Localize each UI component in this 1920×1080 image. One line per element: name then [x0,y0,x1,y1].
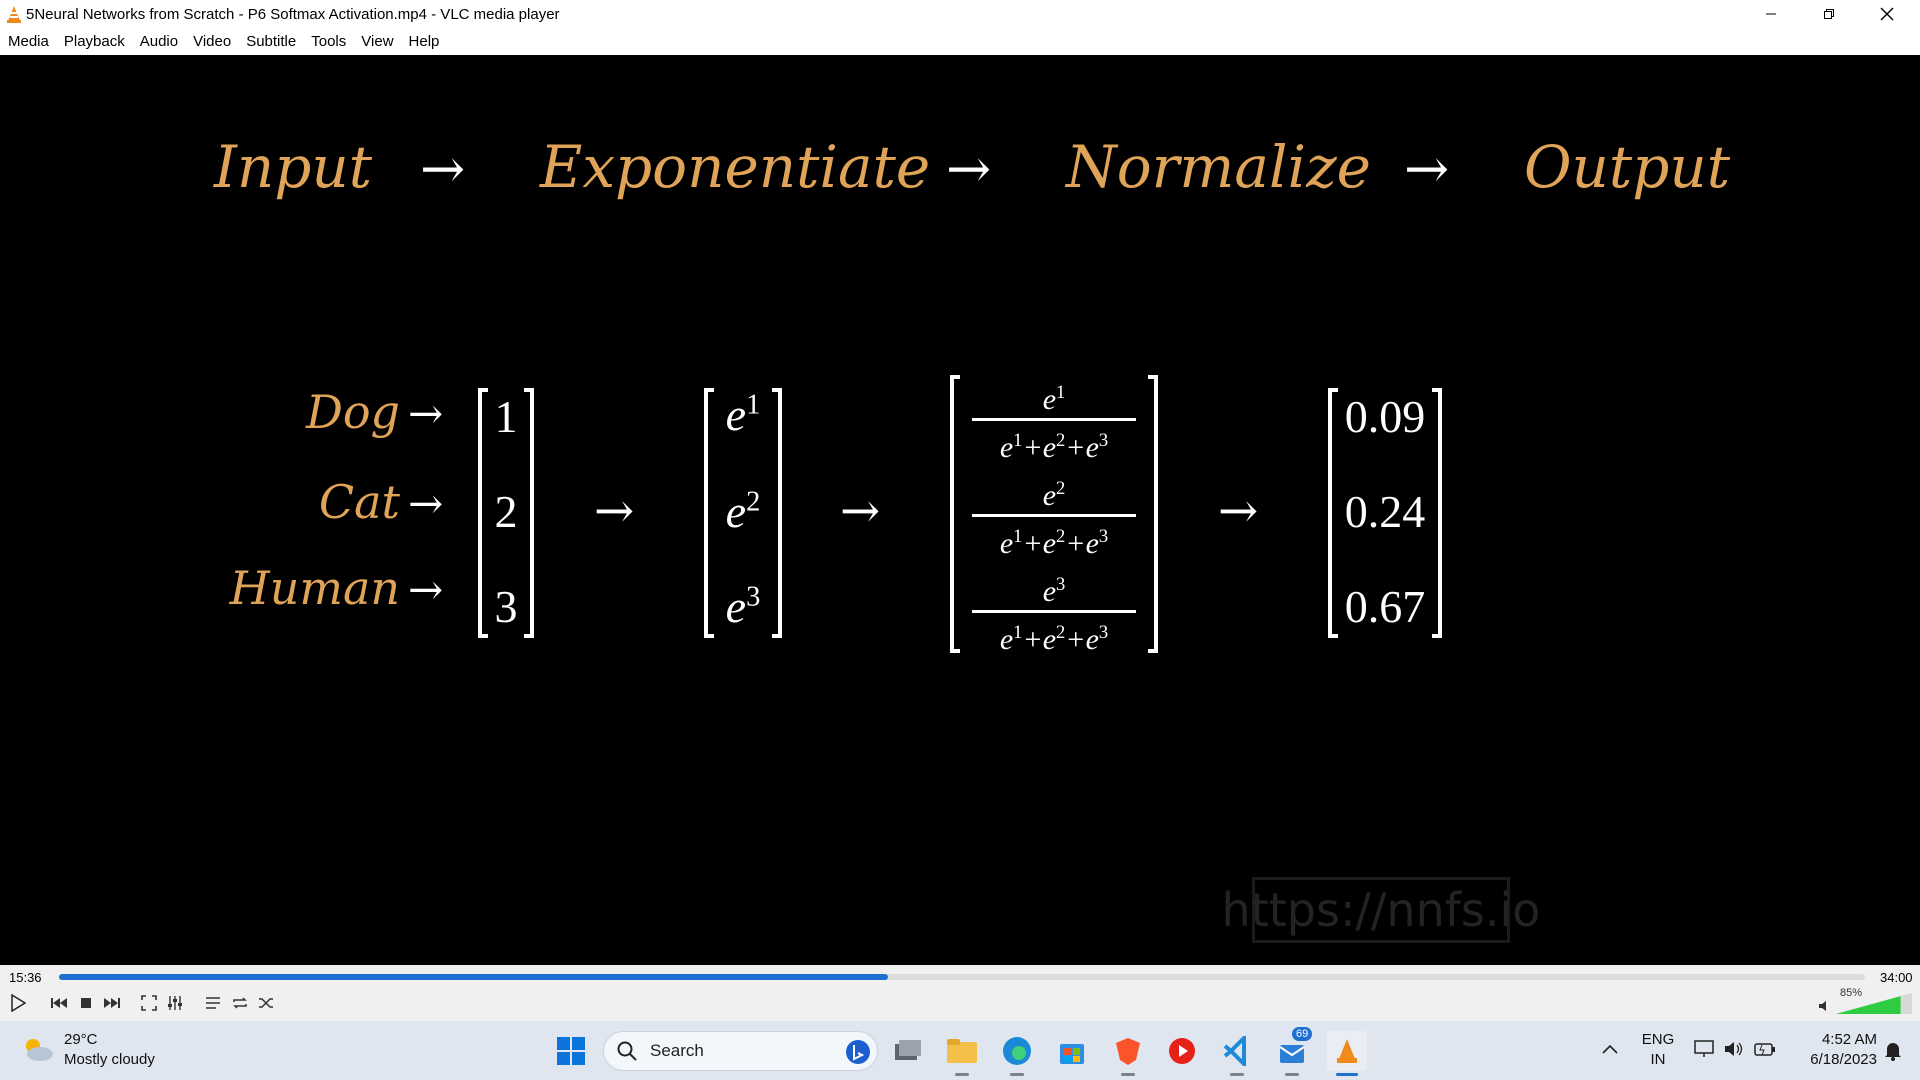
menu-bar [0,28,1920,55]
cat-arrow: → [408,479,444,528]
search-box[interactable] [603,1031,878,1071]
close-button[interactable] [1858,0,1916,28]
notification-badge: 69 [1292,1027,1312,1041]
menu-video[interactable]: Video [193,33,232,50]
label-human: Human [229,561,400,615]
label-cat: Cat [318,475,400,529]
lang-bottom[interactable]: IN [1650,1051,1666,1068]
window-title: 5Neural Networks from Scratch - P6 Softmax Activation.mp4 - VLC media player [26,5,560,23]
pipeline-exponentiate: Exponentiate [540,133,931,201]
clock-date[interactable]: 6/18/2023 [1810,1051,1877,1068]
previous-icon[interactable] [47,991,71,1015]
pipeline-input: Input [214,133,373,201]
label-dog: Dog [305,385,400,439]
weather-icon[interactable] [20,1035,56,1068]
running-indicator [1230,1073,1244,1076]
running-indicator [955,1073,969,1076]
vlc-cone-icon [0,0,28,28]
video-surface[interactable] [0,55,1920,965]
elapsed-time: 15:36 [9,970,42,985]
pipeline-output: Output [1524,133,1731,201]
input-value: 3 [494,581,518,632]
clock-time[interactable]: 4:52 AM [1821,1031,1877,1048]
matrix-arrow-3: → [1218,483,1259,539]
dog-arrow: → [408,389,444,438]
play-button[interactable] [6,991,30,1015]
network-icon[interactable] [1694,1040,1714,1063]
running-indicator [1285,1073,1299,1076]
human-arrow: → [408,565,444,614]
weather-temp[interactable]: 29°C [64,1031,98,1048]
total-time: 34:00 [1880,970,1913,985]
store-icon[interactable] [1052,1031,1092,1071]
taskbar [0,1021,1920,1080]
normalize-fraction: $e^1$ $e^1+e^2+e^3$ [972,377,1136,464]
normalize-vector [950,375,1158,656]
volume-icon[interactable] [1724,1040,1744,1063]
extended-settings-icon[interactable] [163,991,187,1015]
seek-progress [59,974,888,980]
mail-app-icon[interactable] [1272,1028,1312,1071]
file-explorer-icon[interactable] [942,1031,982,1071]
input-value: 1 [494,391,518,442]
vscode-icon[interactable] [1217,1031,1257,1071]
pipeline-normalize: Normalize [1066,133,1371,201]
input-value: 2 [494,486,518,537]
loop-icon[interactable] [228,991,252,1015]
running-indicator [1121,1073,1135,1076]
restore-button[interactable] [1800,0,1858,28]
edge-icon[interactable] [997,1031,1037,1071]
bing-icon [845,1039,871,1065]
pipeline-arrow-1: → [420,137,466,200]
menu-playback[interactable]: Playback [63,33,125,50]
volume-percent: 85% [1840,987,1863,999]
vlc-taskbar-icon[interactable] [1327,1031,1367,1071]
volume-slider [1836,993,1912,1015]
running-indicator [1010,1073,1024,1076]
start-button[interactable] [551,1031,591,1071]
active-indicator [1336,1073,1358,1076]
input-vector [478,388,534,638]
menu-subtitle[interactable]: Subtitle [246,33,297,50]
lang-top[interactable]: ENG [1641,1031,1675,1048]
weather-desc[interactable]: Mostly cloudy [64,1051,155,1068]
normalize-fraction: $e^3$ $e^1+e^2+e^3$ [972,569,1136,656]
menu-audio[interactable]: Audio [139,33,179,50]
speaker-icon [1818,1000,1830,1012]
next-icon[interactable] [100,991,124,1015]
search-icon [616,1040,638,1062]
minimize-button[interactable] [1742,0,1800,28]
normalize-fraction: $e^2$ $e^1+e^2+e^3$ [972,473,1136,560]
menu-help[interactable]: Help [408,33,440,50]
pipeline-arrow-2: → [946,137,992,200]
watermark: https://nnfs.io [1252,877,1510,943]
exp-value: $e^2$ [725,486,761,537]
youtube-music-icon[interactable] [1162,1031,1202,1071]
matrix-arrow-2: → [840,483,881,539]
search-label: Search [650,1041,704,1060]
menu-media[interactable]: Media [8,33,49,50]
menu-tools[interactable]: Tools [311,33,347,50]
fullscreen-icon[interactable] [137,991,161,1015]
playback-controls [0,965,1920,1021]
exp-vector [704,388,782,638]
pipeline-arrow-3: → [1404,137,1450,200]
chevron-up-icon[interactable] [1602,1041,1618,1059]
output-vector [1328,388,1442,638]
output-value: 0.09 [1344,391,1426,442]
notification-bell-icon[interactable] [1884,1041,1902,1066]
matrix-arrow-1: → [594,483,635,539]
output-value: 0.67 [1344,581,1426,632]
menu-view[interactable]: View [361,33,394,50]
brave-icon[interactable] [1108,1031,1148,1071]
shuffle-icon[interactable] [254,991,278,1015]
stop-icon[interactable] [74,991,98,1015]
task-view-icon[interactable] [888,1031,928,1071]
exp-value: $e^1$ [725,389,761,440]
battery-icon[interactable] [1754,1041,1776,1062]
output-value: 0.24 [1344,486,1426,537]
seek-bar[interactable] [59,974,1865,980]
title-bar [0,0,1920,28]
exp-value: $e^3$ [725,581,761,632]
playlist-icon[interactable] [201,991,225,1015]
